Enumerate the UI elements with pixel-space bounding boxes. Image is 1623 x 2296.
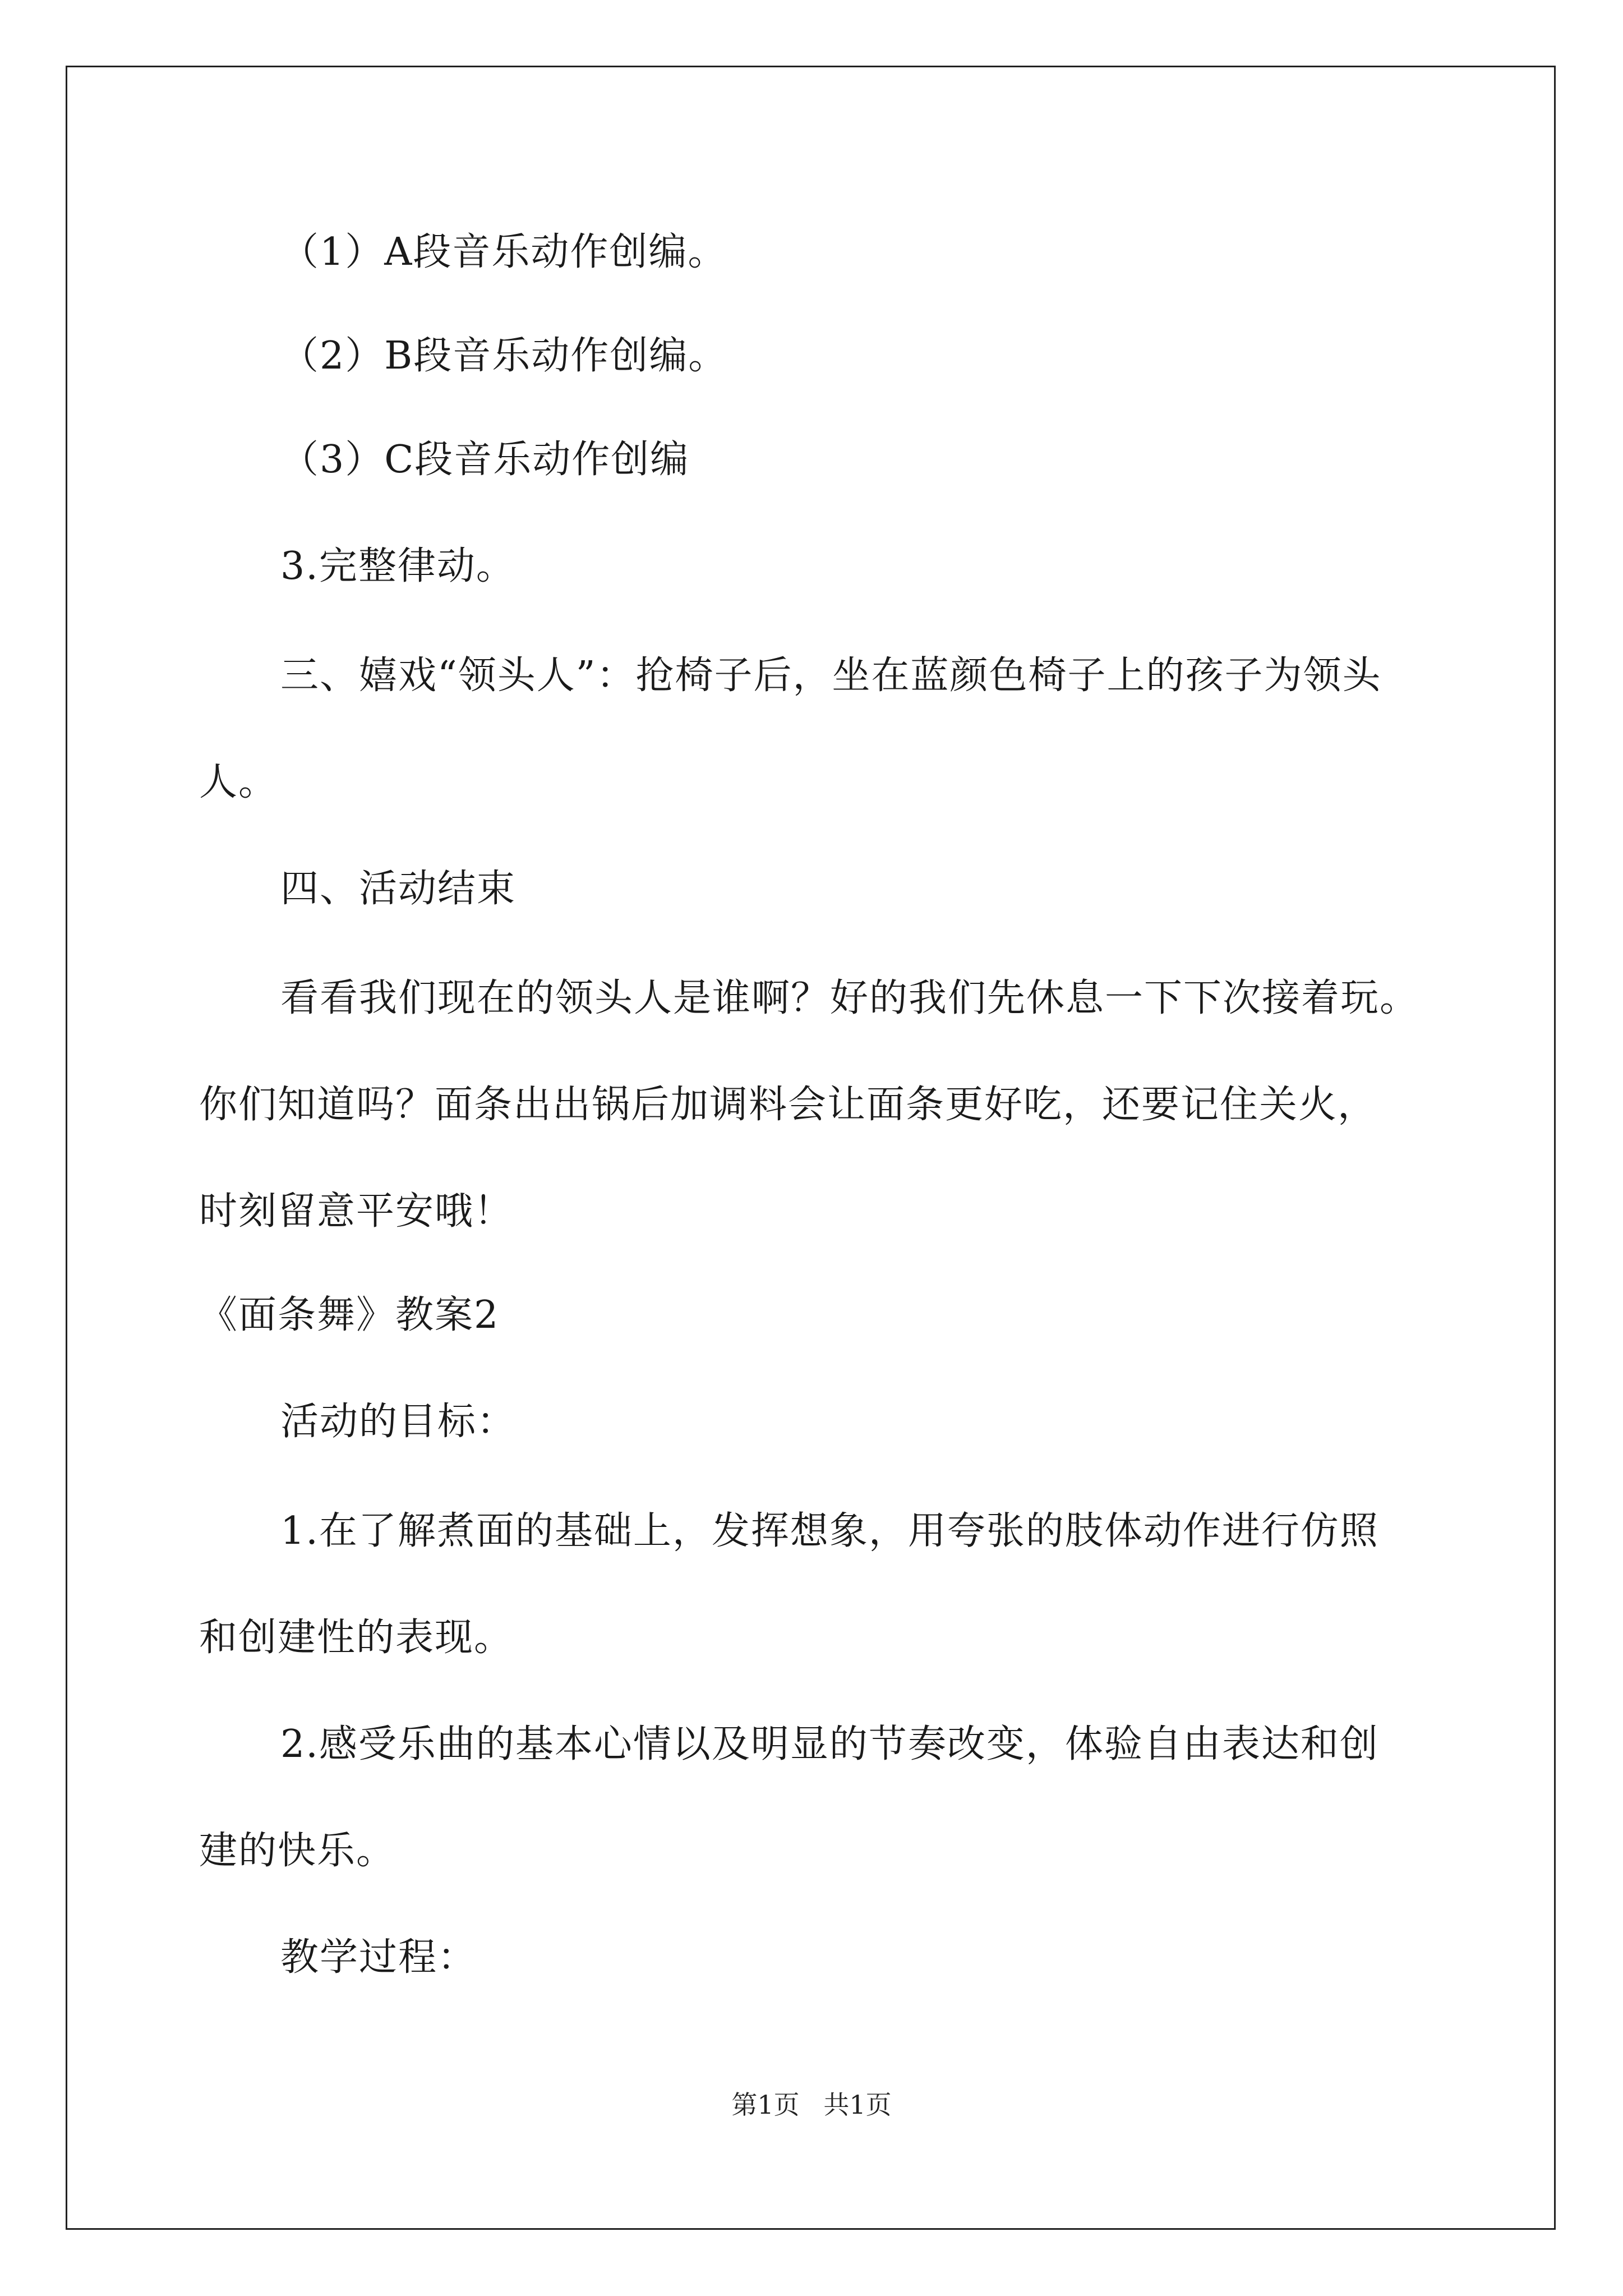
section-three-heading: 三、嬉戏“领头人”：抢椅子后，坐在蓝颜色椅子上的孩子为领头 bbox=[280, 654, 1382, 698]
paragraph-line: 建的快乐。 bbox=[199, 1829, 396, 1873]
page-number: 第1页 bbox=[731, 2090, 800, 2120]
paragraph-line: 时刻留意平安哦！ bbox=[199, 1189, 514, 1234]
paragraph-line: 你们知道吗？面条出出锅后加调料会让面条更好吃，还要记住关火， bbox=[199, 1083, 1377, 1127]
paragraph-line: 人。 bbox=[199, 760, 278, 804]
sub-item-b: （2）B段音乐动作创编。 bbox=[280, 334, 728, 378]
process-heading: 教学过程： bbox=[280, 1935, 477, 1980]
objectives-heading: 活动的目标： bbox=[280, 1400, 517, 1444]
objective-1: 1.在了解煮面的基础上，发挥想象，用夸张的肢体动作进行仿照 bbox=[280, 1509, 1379, 1553]
step-3: 3.完整律动。 bbox=[280, 544, 515, 588]
sub-item-c: （3）C段音乐动作创编 bbox=[280, 438, 690, 482]
paragraph-line: 看看我们现在的领头人是谁啊？好的我们先休息一下下次接着玩。 bbox=[280, 976, 1419, 1020]
page-border bbox=[66, 66, 1556, 2230]
section-four-heading: 四、活动结束 bbox=[280, 867, 517, 911]
objective-2: 2.感受乐曲的基本心情以及明显的节奏改变，体验自由表达和创 bbox=[280, 1722, 1379, 1766]
total-pages: 共1页 bbox=[823, 2090, 892, 2120]
page-footer bbox=[0, 2088, 1623, 2122]
sub-item-a: （1）A段音乐动作创编。 bbox=[280, 230, 727, 274]
document-title-2: 《面条舞》教案2 bbox=[199, 1293, 500, 1337]
paragraph-line: 和创建性的表现。 bbox=[199, 1616, 514, 1660]
